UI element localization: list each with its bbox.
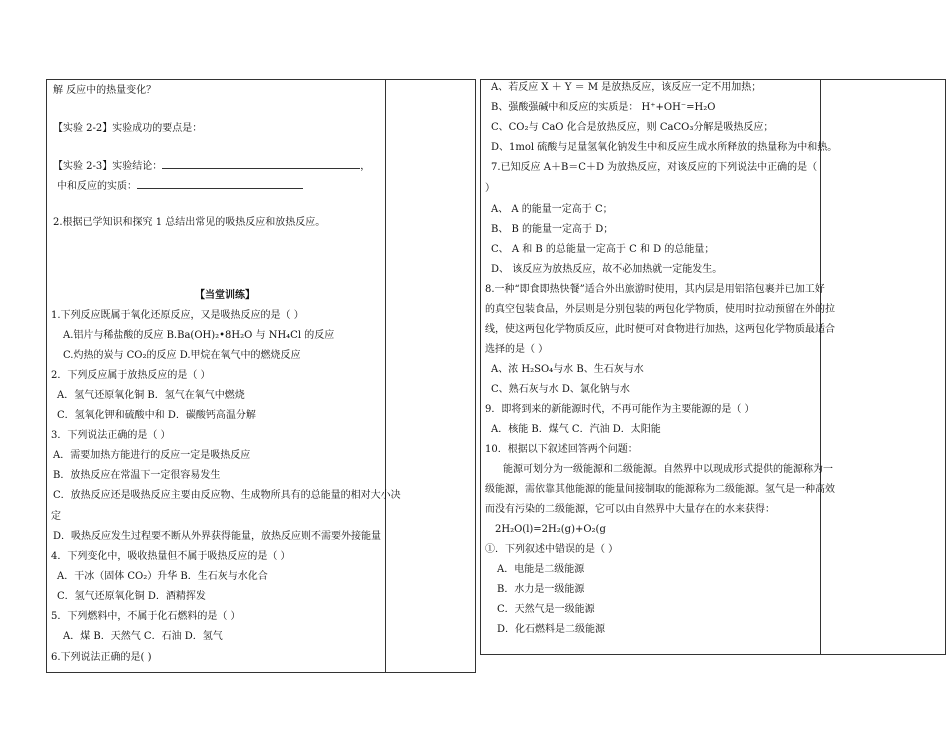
experiment-2-2: 【实验 2-2】实验成功的要点是： [53, 123, 203, 134]
question-2: 2．下列反应属于放热反应的是（ ） [51, 370, 211, 381]
question-3: 3．下列说法正确的是（ ） [51, 430, 171, 441]
experiment-2-3-tail: ， [360, 161, 371, 172]
neutralization-row [57, 179, 303, 193]
question-7-cont: ） [485, 183, 495, 194]
question-7-option-d: D、 该反应为放热反应，故不必加热就一定能发生。 [491, 264, 723, 275]
question-10-option-d: D．化石燃料是二级能源 [497, 624, 606, 635]
question-8-options-ab: A、浓 H₂SO₄与水 B、生石灰与水 [491, 364, 644, 375]
question-8-options-cd: C、熟石灰与水 D、氯化钠与水 [491, 384, 630, 395]
question-10-option-c: C．天然气是一级能源 [497, 604, 595, 615]
question-6-option-c: C、CO₂与 CaO 化合是放热反应，则 CaCO₃分解是吸热反应； [491, 122, 774, 133]
question-1-options-cd: C.灼热的炭与 CO₂的反应 D.甲烷在氧气中的燃烧反应 [63, 350, 301, 361]
question-6: 6.下列说法正确的是( ) [51, 652, 152, 663]
question-6-option-a: A、若反应 X ＋ Y ＝ M 是放热反应，该反应一定不用加热； [491, 82, 762, 93]
question-6-option-b: B、强酸强碱中和反应的实质是： H⁺+OH⁻=H₂O [491, 102, 716, 113]
intro-text: 解 反应中的热量变化？ [53, 85, 157, 96]
question-7-option-b: B、 B 的能量一定高于 D； [491, 224, 614, 235]
question-10-option-b: B．水力是一级能源 [497, 584, 585, 595]
question-6-option-d: D、1mol 硫酸与足量氢氧化钠发生中和反应生成水所释放的热量称为中和热。 [491, 142, 838, 153]
question-3-option-d: D．吸热反应发生过程要不断从外界获得能量，放热反应则不需要外接能量 [53, 531, 382, 542]
question-4: 4．下列变化中，吸收热量但不属于吸热反应的是（ ） [51, 551, 291, 562]
question-3-option-a: A．需要加热方能进行的反应一定是吸热反应 [53, 450, 251, 461]
neutralization-blank[interactable] [137, 179, 303, 189]
question-3-option-c: C．放热反应还是吸热反应主要由反应物、生成物所具有的总能量的相对大小决 [53, 490, 401, 501]
question-10-option-a: A．电能是二级能源 [497, 564, 585, 575]
question-2-options-ab: A．氢气还原氧化铜 B．氢气在氧气中燃烧 [57, 390, 245, 401]
question-10-passage-2: 级能源，需依靠其他能源的能量间接制取的能源称为二级能源。氢气是一种高效 [485, 484, 835, 495]
summary-task: 2.根据已学知识和探究 1 总结出常见的吸热反应和放热反应。 [53, 217, 326, 228]
question-3-option-b: B．放热反应在常温下一定很容易发生 [53, 470, 221, 481]
experiment-2-3-label: 【实验 2-3】实验结论： [53, 161, 163, 172]
question-8: 8.一种“即食即热快餐”适合外出旅游时使用，其内层是用铝箔包裹并已加工好 [485, 284, 825, 295]
question-10-sub-1: ①．下列叙述中错误的是（ ） [485, 544, 619, 555]
question-7: 7.已知反应 A＋B＝C＋D 为放热反应，对该反应的下列说法中正确的是（ [491, 162, 818, 173]
question-3-option-c-cont: 定 [51, 511, 61, 522]
question-9-options: A．核能 B．煤气 C．汽油 D．太阳能 [491, 424, 661, 435]
question-2-options-cd: C．氢氧化钾和硫酸中和 D．碳酸钙高温分解 [57, 410, 256, 421]
experiment-2-3-blank[interactable] [162, 159, 360, 169]
question-1-options-ab: A.铝片与稀盐酸的反应 B.Ba(OH)₂•8H₂O 与 NH₄Cl 的反应 [63, 330, 335, 341]
question-8-line-4: 选择的是（ ） [485, 344, 549, 355]
question-9: 9．即将到来的新能源时代，不再可能作为主要能源的是（ ） [485, 404, 755, 415]
question-10: 10．根据以下叙述回答两个问题： [485, 444, 638, 455]
left-page-panel [46, 79, 476, 673]
question-10-passage-3: 而没有污染的二级能源，它可以由自然界中大量存在的水来获得： [485, 504, 775, 515]
question-5-options: A．煤 B．天然气 C．石油 D．氢气 [63, 631, 223, 642]
question-1: 1.下列反应既属于氧化还原反应，又是吸热反应的是（ ） [51, 310, 304, 321]
question-8-line-3: 线，使这两包化学物质反应，此时便可对食物进行加热，这两包化学物质最适合 [485, 324, 835, 335]
section-title: 【当堂训练】 [195, 290, 255, 301]
question-4-options-cd: C．氢气还原氧化铜 D．酒精挥发 [57, 591, 206, 602]
question-7-option-a: A、 A 的能量一定高于 C； [491, 204, 613, 215]
question-7-option-c: C、 A 和 B 的总能量一定高于 C 和 D 的总能量； [491, 244, 715, 255]
right-page-panel [480, 79, 946, 655]
question-10-passage-1: 能源可划分为一级能源和二级能源。自然界中以现成形式提供的能源称为一 [503, 464, 833, 475]
question-4-options-ab: A．干冰（固体 CO₂）升华 B．生石灰与水化合 [57, 571, 268, 582]
question-8-line-2: 的真空包装食品，外层则是分别包装的两包化学物质，使用时拉动预留在外的拉 [485, 304, 835, 315]
question-5: 5．下列燃料中，不属于化石燃料的是（ ） [51, 611, 241, 622]
neutralization-label: 中和反应的实质： [57, 181, 137, 192]
experiment-2-3-row [53, 159, 370, 173]
question-10-equation: 2H₂O(l)=2H₂(g)+O₂(g [495, 524, 606, 535]
